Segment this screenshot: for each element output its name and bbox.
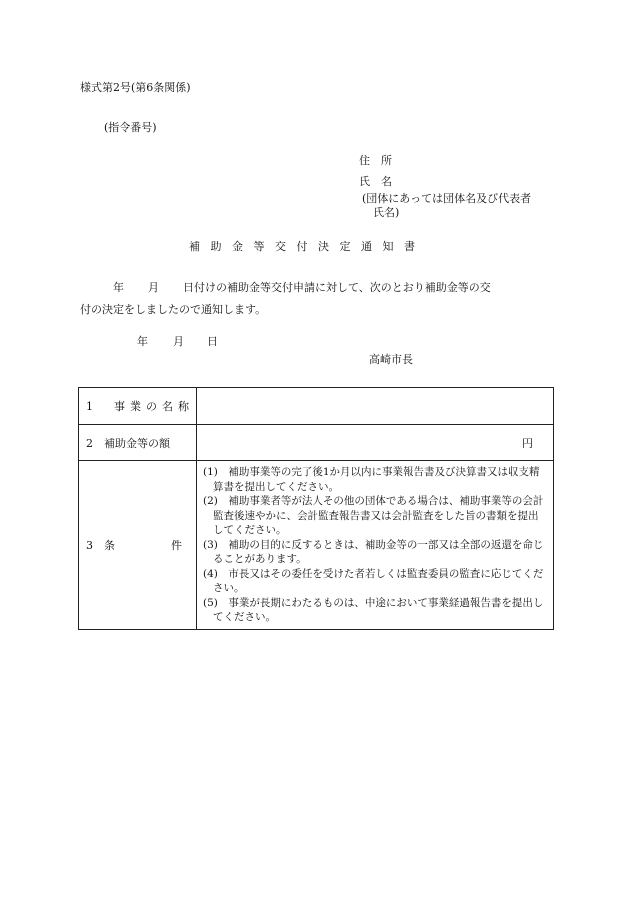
document-title: 補助金等交付決定通知書 (189, 240, 426, 253)
recipient-note-line1: (団体にあっては団体名及び代表者 (362, 192, 532, 205)
body-line2: 付の決定をしましたので通知します。 (80, 303, 267, 316)
list-item: (4) 市長又はその委任を受けた者若しくは監査委員の監査に応じてください。 (203, 567, 544, 594)
issuer: 高崎市長 (369, 353, 413, 366)
table-row (79, 425, 554, 461)
table-row (79, 461, 554, 630)
yen-unit: 円 (522, 436, 533, 450)
date-year: 年 (137, 335, 148, 348)
list-item: (5) 事業が長期にわたるものは、中途において事業経過報告書を提出してください。 (203, 596, 544, 623)
conditions-list (197, 461, 553, 629)
list-item: (2) 補助事業者等が法人その他の団体である場合は、補助事業等の会計監査後速やかに、会計監査報告書又は会計監査をした旨の書類を提出してください。 (203, 495, 544, 536)
table-row (79, 388, 554, 425)
form-number: 様式第2号(第6条関係) (80, 81, 191, 94)
conditions-label: 3 条 (86, 538, 115, 552)
body-year: 年 (113, 281, 124, 294)
name-label: 氏 名 (359, 175, 392, 188)
address-label: 住 所 (359, 154, 392, 167)
grant-amount-label: 2 補助金等の額 (86, 436, 170, 450)
body-month: 月 (148, 281, 159, 294)
project-name-label: 1 事業の名称 (86, 400, 194, 413)
recipient-note-line2: 氏名) (373, 206, 400, 219)
list-item: (1) 補助事業等の完了後1か月以内に事業報告書及び決算書又は収支精算書を提出してください。 (203, 466, 540, 493)
date-month: 月 (173, 335, 184, 348)
notice-body (80, 277, 550, 321)
list-item: (3) 補助の目的に反するときは、補助金等の一部又は全部の返還を命じることがあります。 (203, 538, 544, 565)
date-day: 日 (207, 335, 218, 348)
conditions-label-end: 件 (171, 538, 182, 552)
body-line1-rest: 日付けの補助金等交付申請に対して、次のとおり補助金等の交 (183, 281, 491, 294)
directive-number: (指令番号) (104, 121, 157, 134)
project-name-value (197, 388, 554, 425)
grant-table (78, 387, 554, 630)
